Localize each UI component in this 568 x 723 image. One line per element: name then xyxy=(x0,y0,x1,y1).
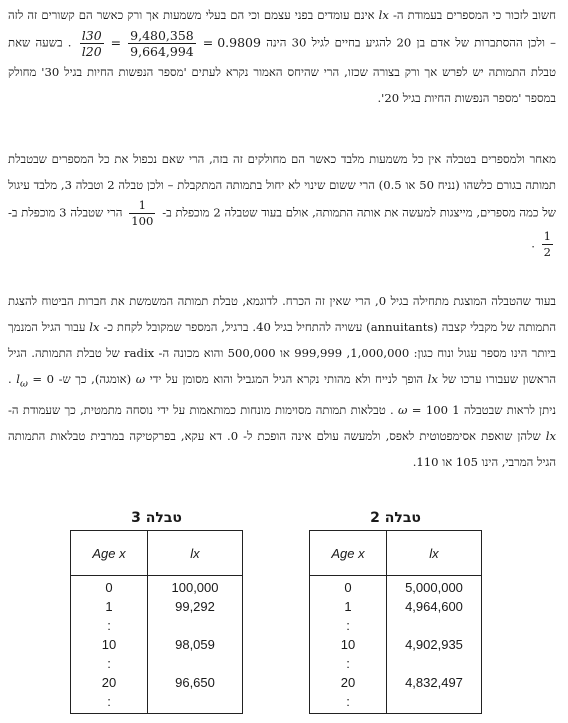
table-3-container xyxy=(70,510,243,714)
text-segment: עבור הגיל המנמך ביותר הינו מספר עגול ונוח כגון: 1,000,000, 999,999 או 500,000 והוא מכונה ה- radix של טבלת התמותה. הגיל הראשון שעבורו ערכו של xyxy=(8,320,557,386)
lx-value: 4,832,497 xyxy=(405,675,463,690)
age-value: 1 xyxy=(105,599,113,614)
ratio-result: = 0.9809 xyxy=(202,35,261,50)
age-value: 20 xyxy=(340,675,356,690)
table-2 xyxy=(309,530,482,714)
age-value: : xyxy=(346,656,350,671)
age-value: : xyxy=(107,656,111,671)
column-header-lx: lx xyxy=(148,531,243,576)
text-segment: שלהן שואפת אסימפטוטית לאפס, ולמעשה עולם אינה הופכת ל- 0. דא עקא, בפרקטיקה במרבית טבלאות התמותה הגיל המרבי, הינו 105 או 110. xyxy=(8,429,556,470)
text-segment: . ניתן לראות שבטבלה 1 100 = xyxy=(8,372,557,418)
paragraph-scaling xyxy=(8,146,556,260)
fraction-numerator: 1 xyxy=(129,198,155,214)
symbol-omega-subscript: ω xyxy=(19,378,28,390)
fraction-numerator-value: 9,480,358 xyxy=(130,28,194,43)
text-segment: . בשעה שאת טבלת התמותה יש לפרש אך ורק בצורה שכזו, הרי שהיחס האמור נקרא לעתים 'מספר הנפשות החיות בגיל 30' מחולק במספר 'מספר הנפשות החיות בגיל 20'. xyxy=(8,35,556,105)
text-segment: אינם עומדים בפני עצמם וכי הם בעלי משמעות אך ורק כאשר הם קשורים זה לזה – ולכן ההסתברות של אדם בן 20 להגיע בחיים לגיל 30 הינה xyxy=(8,8,556,50)
symbol-lx: lx xyxy=(545,429,557,444)
table-body-row xyxy=(310,576,482,714)
age-value: 20 xyxy=(101,675,117,690)
fraction-one-hundredth xyxy=(129,198,155,229)
age-value: 1 xyxy=(344,599,352,614)
age-value: 10 xyxy=(340,637,356,652)
text-segment: . xyxy=(531,236,535,251)
text-segment: מאחר ולמספרים בטבלה אין כל משמעות מלבד כאשר הם מחולקים זה בזה, הרי שאם נכפול את כל המספרים שבטבלת תמותה בגורם כלשהו (נניח 50 או 0.5) הרי ששום שינוי לא יחול בתמותה המתקבלת – ולכן טבלה 2 וטבלה 3, מלבד עיגול של כמה מספרים, מייצגות למעשה את אותה התמותה, אולם בעוד שטבלה 2 מוכפלת ב- xyxy=(8,152,557,220)
fraction-numerator: 1 xyxy=(543,229,551,243)
paragraph-survival-ratio xyxy=(8,2,556,111)
age-column-cell xyxy=(71,576,148,714)
text-segment: חשוב לזכור כי המספרים בעמודת ה- xyxy=(392,8,556,22)
equation-value: = 0 xyxy=(32,372,55,386)
symbol-lx: lx xyxy=(89,320,100,334)
table-2-container xyxy=(309,510,482,714)
fraction-denominator: l20 xyxy=(81,44,102,59)
symbol-l: l xyxy=(16,372,20,386)
survival-ratio-equation: $\frac{l30}{l20}$ = $\frac{9,480,358}{9,664,994}$ = 0.9809 xyxy=(81,28,261,59)
lx-value xyxy=(152,616,238,635)
lx-value: 4,964,600 xyxy=(405,599,463,614)
lx-column-cell xyxy=(148,576,243,714)
lx-value: 98,059 xyxy=(175,637,215,652)
lx-value: 99,292 xyxy=(175,599,215,614)
lx-value: 96,650 xyxy=(175,675,215,690)
age-value: 10 xyxy=(101,637,117,652)
age-column-cell xyxy=(310,576,387,714)
l-omega-equation xyxy=(16,372,55,390)
fraction-one-half xyxy=(542,229,553,260)
table-body-row xyxy=(71,576,243,714)
lx-value: 4,902,935 xyxy=(405,637,463,652)
text-segment: הופך לנייח ולא מהותי נקרא הגיל המגביל והוא מסומן על ידי xyxy=(149,372,424,386)
lx-value xyxy=(391,692,477,711)
fraction-denominator: 100 xyxy=(131,214,154,228)
symbol-omega: ω xyxy=(135,372,146,386)
age-value: : xyxy=(107,618,111,633)
table-3 xyxy=(70,530,243,714)
symbol-lx: lx xyxy=(378,8,389,22)
symbol-omega: ω xyxy=(398,403,408,418)
table-2-title: טבלה 2 xyxy=(370,510,421,526)
column-header-age: Age x xyxy=(310,531,387,576)
table-3-title: טבלה 3 xyxy=(131,510,182,526)
lx-value: 5,000,000 xyxy=(405,580,463,595)
age-value: : xyxy=(346,694,350,709)
paragraph-radix-omega xyxy=(8,288,556,475)
age-value: 0 xyxy=(105,580,113,595)
fraction-denominator: 2 xyxy=(543,245,551,259)
lx-column-cell xyxy=(387,576,482,714)
symbol-lx: lx xyxy=(427,372,438,386)
lx-value xyxy=(391,654,477,673)
age-value: 0 xyxy=(344,580,352,595)
fraction-values xyxy=(128,28,196,59)
text-segment: הרי שטבלה 3 מוכפלת ב- xyxy=(8,205,123,220)
text-segment: (אומגה), כך ש- xyxy=(58,372,132,386)
lx-value xyxy=(391,616,477,635)
text-segment: . טבלאות תמותה מסוימות מונחות כמותאמות על ידי נוסחה מתמטית, כך שעמודת ה- xyxy=(8,403,394,418)
age-value: : xyxy=(346,618,350,633)
lx-value: 100,000 xyxy=(171,580,219,595)
text-segment: בעוד שהטבלה המוצגת מתחילה בגיל 0, הרי שאין זה הכרח. לדוגמא, טבלת תמותה המשמשת את חברות הביטוח להצגת התמותה של מקבלי קצבה (annuitants) עשויה להתחיל בגיל 40. ברגיל, המספר שמקובל לקחת כ- xyxy=(8,294,556,334)
lx-value xyxy=(152,692,238,711)
column-header-lx: lx xyxy=(387,531,482,576)
fraction-numerator: l30 xyxy=(81,28,102,43)
age-value: : xyxy=(107,694,111,709)
column-header-age: Age x xyxy=(71,531,148,576)
fraction-l30-over-l20 xyxy=(80,28,104,59)
lx-value xyxy=(152,654,238,673)
fraction-denominator-value: 9,664,994 xyxy=(130,44,194,59)
